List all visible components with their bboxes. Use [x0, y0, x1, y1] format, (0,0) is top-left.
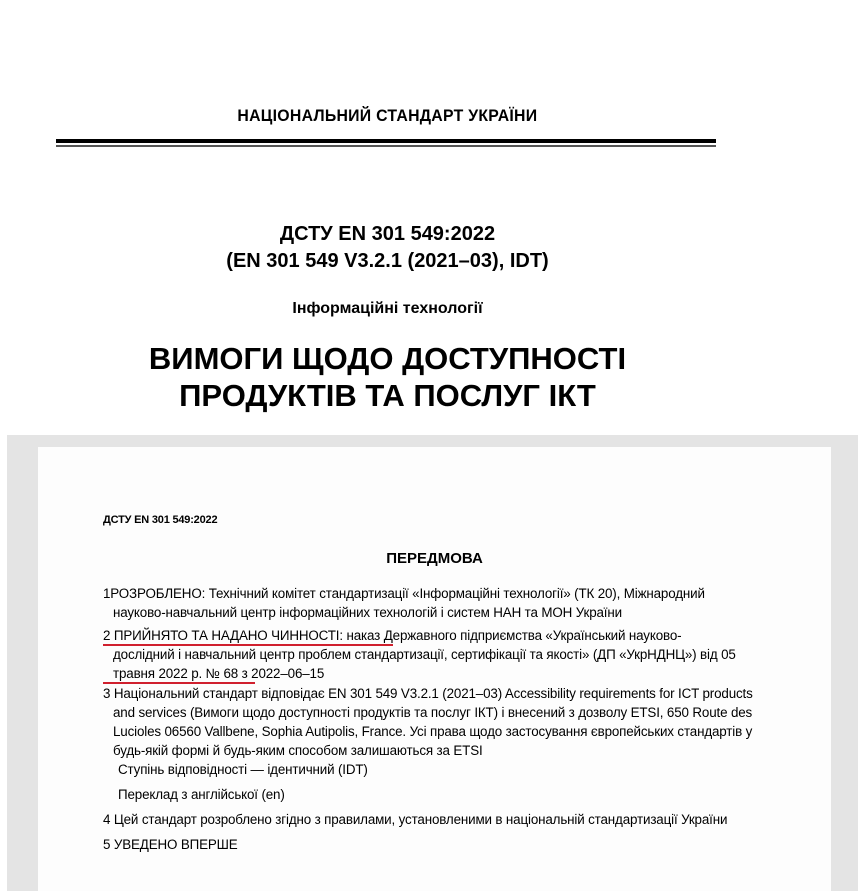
title-page: [0, 0, 775, 435]
standard-code-line1: ДСТУ EN 301 549:2022: [279, 223, 496, 245]
foreword-item-3-line1: 3 Національний стандарт відповідає EN 301 549 V3.2.1 (2021–03) Accessibility requirements for ICT products: [103, 686, 753, 701]
standard-code-line2: (EN 301 549 V3.2.1 (2021–03), IDT): [226, 250, 549, 272]
foreword-item-1: [103, 584, 765, 622]
foreword-item-4: 4 Цей стандарт розроблено згідно з правилами, установленими в національній стандартизації України: [103, 812, 728, 827]
foreword-page: [38, 447, 831, 891]
foreword-title: ПЕРЕДМОВА: [386, 550, 483, 567]
foreword-item-2-line1: 2 ПРИЙНЯТО ТА НАДАНО ЧИННОСТІ: наказ Державного підприємства «Український науково-: [103, 628, 682, 643]
title-rule-thin: [56, 145, 716, 147]
conformity-degree: Ступінь відповідності — ідентичний (IDT): [118, 762, 368, 777]
foreword-item-2: [103, 626, 765, 683]
foreword-item-1-line1: 1РОЗРОБЛЕНО: Технічний комітет стандартизації «Інформаційні технології» (ТК 20), Міжнародний: [103, 586, 705, 601]
highlight-underline: [103, 644, 393, 646]
standard-code: [0, 221, 775, 275]
translation-note: Переклад з англійської (en): [118, 787, 285, 802]
main-title-line1: ВИМОГИ ЩОДО ДОСТУПНОСТІ: [148, 341, 627, 376]
category-label: Інформаційні технології: [292, 300, 483, 317]
foreword-item-5: 5 УВЕДЕНО ВПЕРШЕ: [103, 837, 238, 852]
national-standard-heading: НАЦІОНАЛЬНИЙ СТАНДАРТ УКРАЇНИ: [237, 106, 538, 125]
main-title: [0, 340, 775, 414]
foreword-item-3: [103, 684, 765, 760]
foreword-item-3-cont: and services (Вимоги щодо доступності продуктів та послуг ІКТ) і внесений з дозволу ETSI, 650 Route des Lucioles 06560 Vallbene, Sophia Autipolis, France. Усі права щодо застосування європейських стандартів у будь-якій формі й будь-яким способом залишаються за ETSI: [113, 705, 753, 758]
page-header: ДСТУ EN 301 549:2022: [103, 514, 218, 526]
main-title-line2: ПРОДУКТІВ ТА ПОСЛУГ ІКТ: [179, 378, 596, 413]
foreword-item-2-cont: дослідний і навчальний центр проблем стандартизації, сертифікації та якості» (ДП «УкрНДНЦ») від 05 травня 2022 р. № 68 з 2022–06–15: [113, 647, 736, 681]
foreword-item-1-cont: науково-навчальний центр інформаційних технологій і систем НАН та МОН України: [113, 605, 622, 620]
title-rule-thick: [56, 139, 716, 143]
